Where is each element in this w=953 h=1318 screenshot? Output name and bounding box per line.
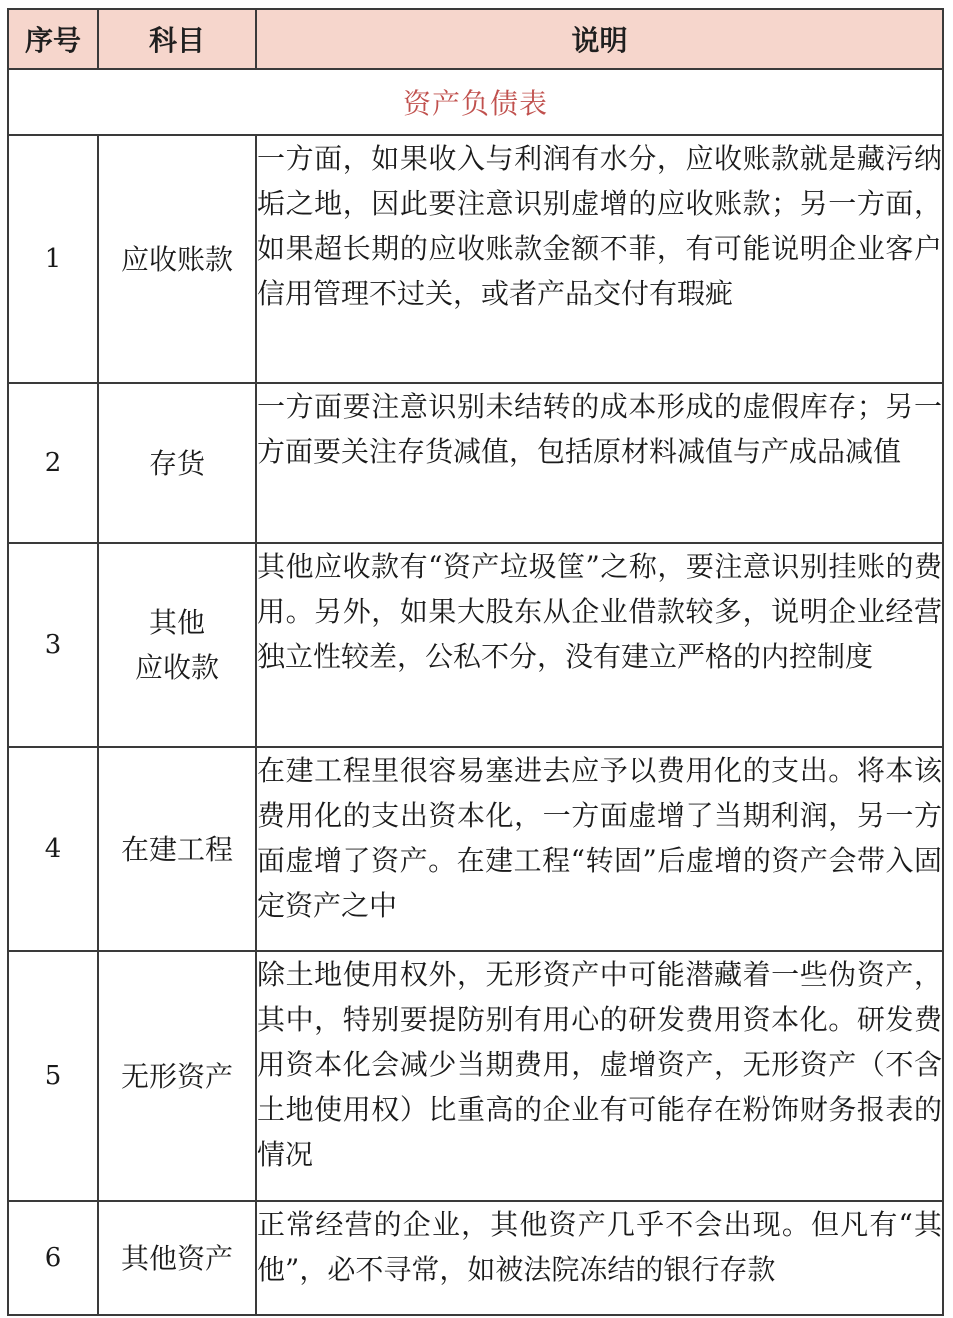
row-subject	[98, 1201, 256, 1315]
section-row	[8, 69, 943, 135]
row-description: 除土地使用权外，无形资产中可能潜藏着一些伪资产，其中，特别要提防别有用心的研发费用资本化。研发费用资本化会减少当期费用，虚增资产，无形资产（不含土地使用权）比重高的企业有可能存在粉饰财务报表的情况	[256, 951, 943, 1201]
table-row	[8, 135, 943, 383]
row-number: 2	[8, 383, 98, 543]
table-row	[8, 383, 943, 543]
row-number: 4	[8, 747, 98, 951]
row-description: 其他应收款有“资产垃圾筐”之称，要注意识别挂账的费用。另外，如果大股东从企业借款较多，说明企业经营独立性较差，公私不分，没有建立严格的内控制度	[256, 543, 943, 747]
row-number: 1	[8, 135, 98, 383]
subject-line: 应收账款	[120, 242, 233, 276]
subject-line: 其他	[148, 606, 205, 639]
header-row	[8, 9, 943, 69]
row-subject	[98, 383, 256, 543]
subject-line: 在建工程	[120, 832, 233, 866]
row-subject	[98, 747, 256, 951]
row-subject	[98, 951, 256, 1201]
row-description: 正常经营的企业，其他资产几乎不会出现。但凡有“其他”，必不寻常，如被法院冻结的银行存款	[256, 1201, 943, 1315]
row-subject	[98, 135, 256, 383]
subject-line: 无形资产	[120, 1059, 233, 1093]
row-description: 一方面，如果收入与利润有水分，应收账款就是藏污纳垢之地，因此要注意识别虚增的应收账款；另一方面，如果超长期的应收账款金额不菲，有可能说明企业客户信用管理不过关，或者产品交付有瑕疵	[256, 135, 943, 383]
section-title: 资产负债表	[8, 69, 943, 135]
row-description: 在建工程里很容易塞进去应予以费用化的支出。将本该费用化的支出资本化，一方面虚增了当期利润，另一方面虚增了资产。在建工程“转固”后虚增的资产会带入固定资产之中	[256, 747, 943, 951]
balance-sheet-table	[7, 8, 944, 1316]
row-number: 3	[8, 543, 98, 747]
table-row	[8, 747, 943, 951]
table-row	[8, 951, 943, 1201]
row-description: 一方面要注意识别未结转的成本形成的虚假库存；另一方面要关注存货减值，包括原材料减值与产成品减值	[256, 383, 943, 543]
table-row	[8, 1201, 943, 1315]
row-number: 6	[8, 1201, 98, 1315]
header-subject: 科目	[98, 9, 256, 69]
subject-line: 存货	[148, 446, 205, 480]
header-no: 序号	[8, 9, 98, 69]
row-subject	[98, 543, 256, 747]
row-number: 5	[8, 951, 98, 1201]
subject-line: 应收款	[134, 651, 219, 684]
header-description: 说明	[256, 9, 943, 69]
table-row	[8, 543, 943, 747]
subject-line: 其他资产	[120, 1241, 233, 1275]
